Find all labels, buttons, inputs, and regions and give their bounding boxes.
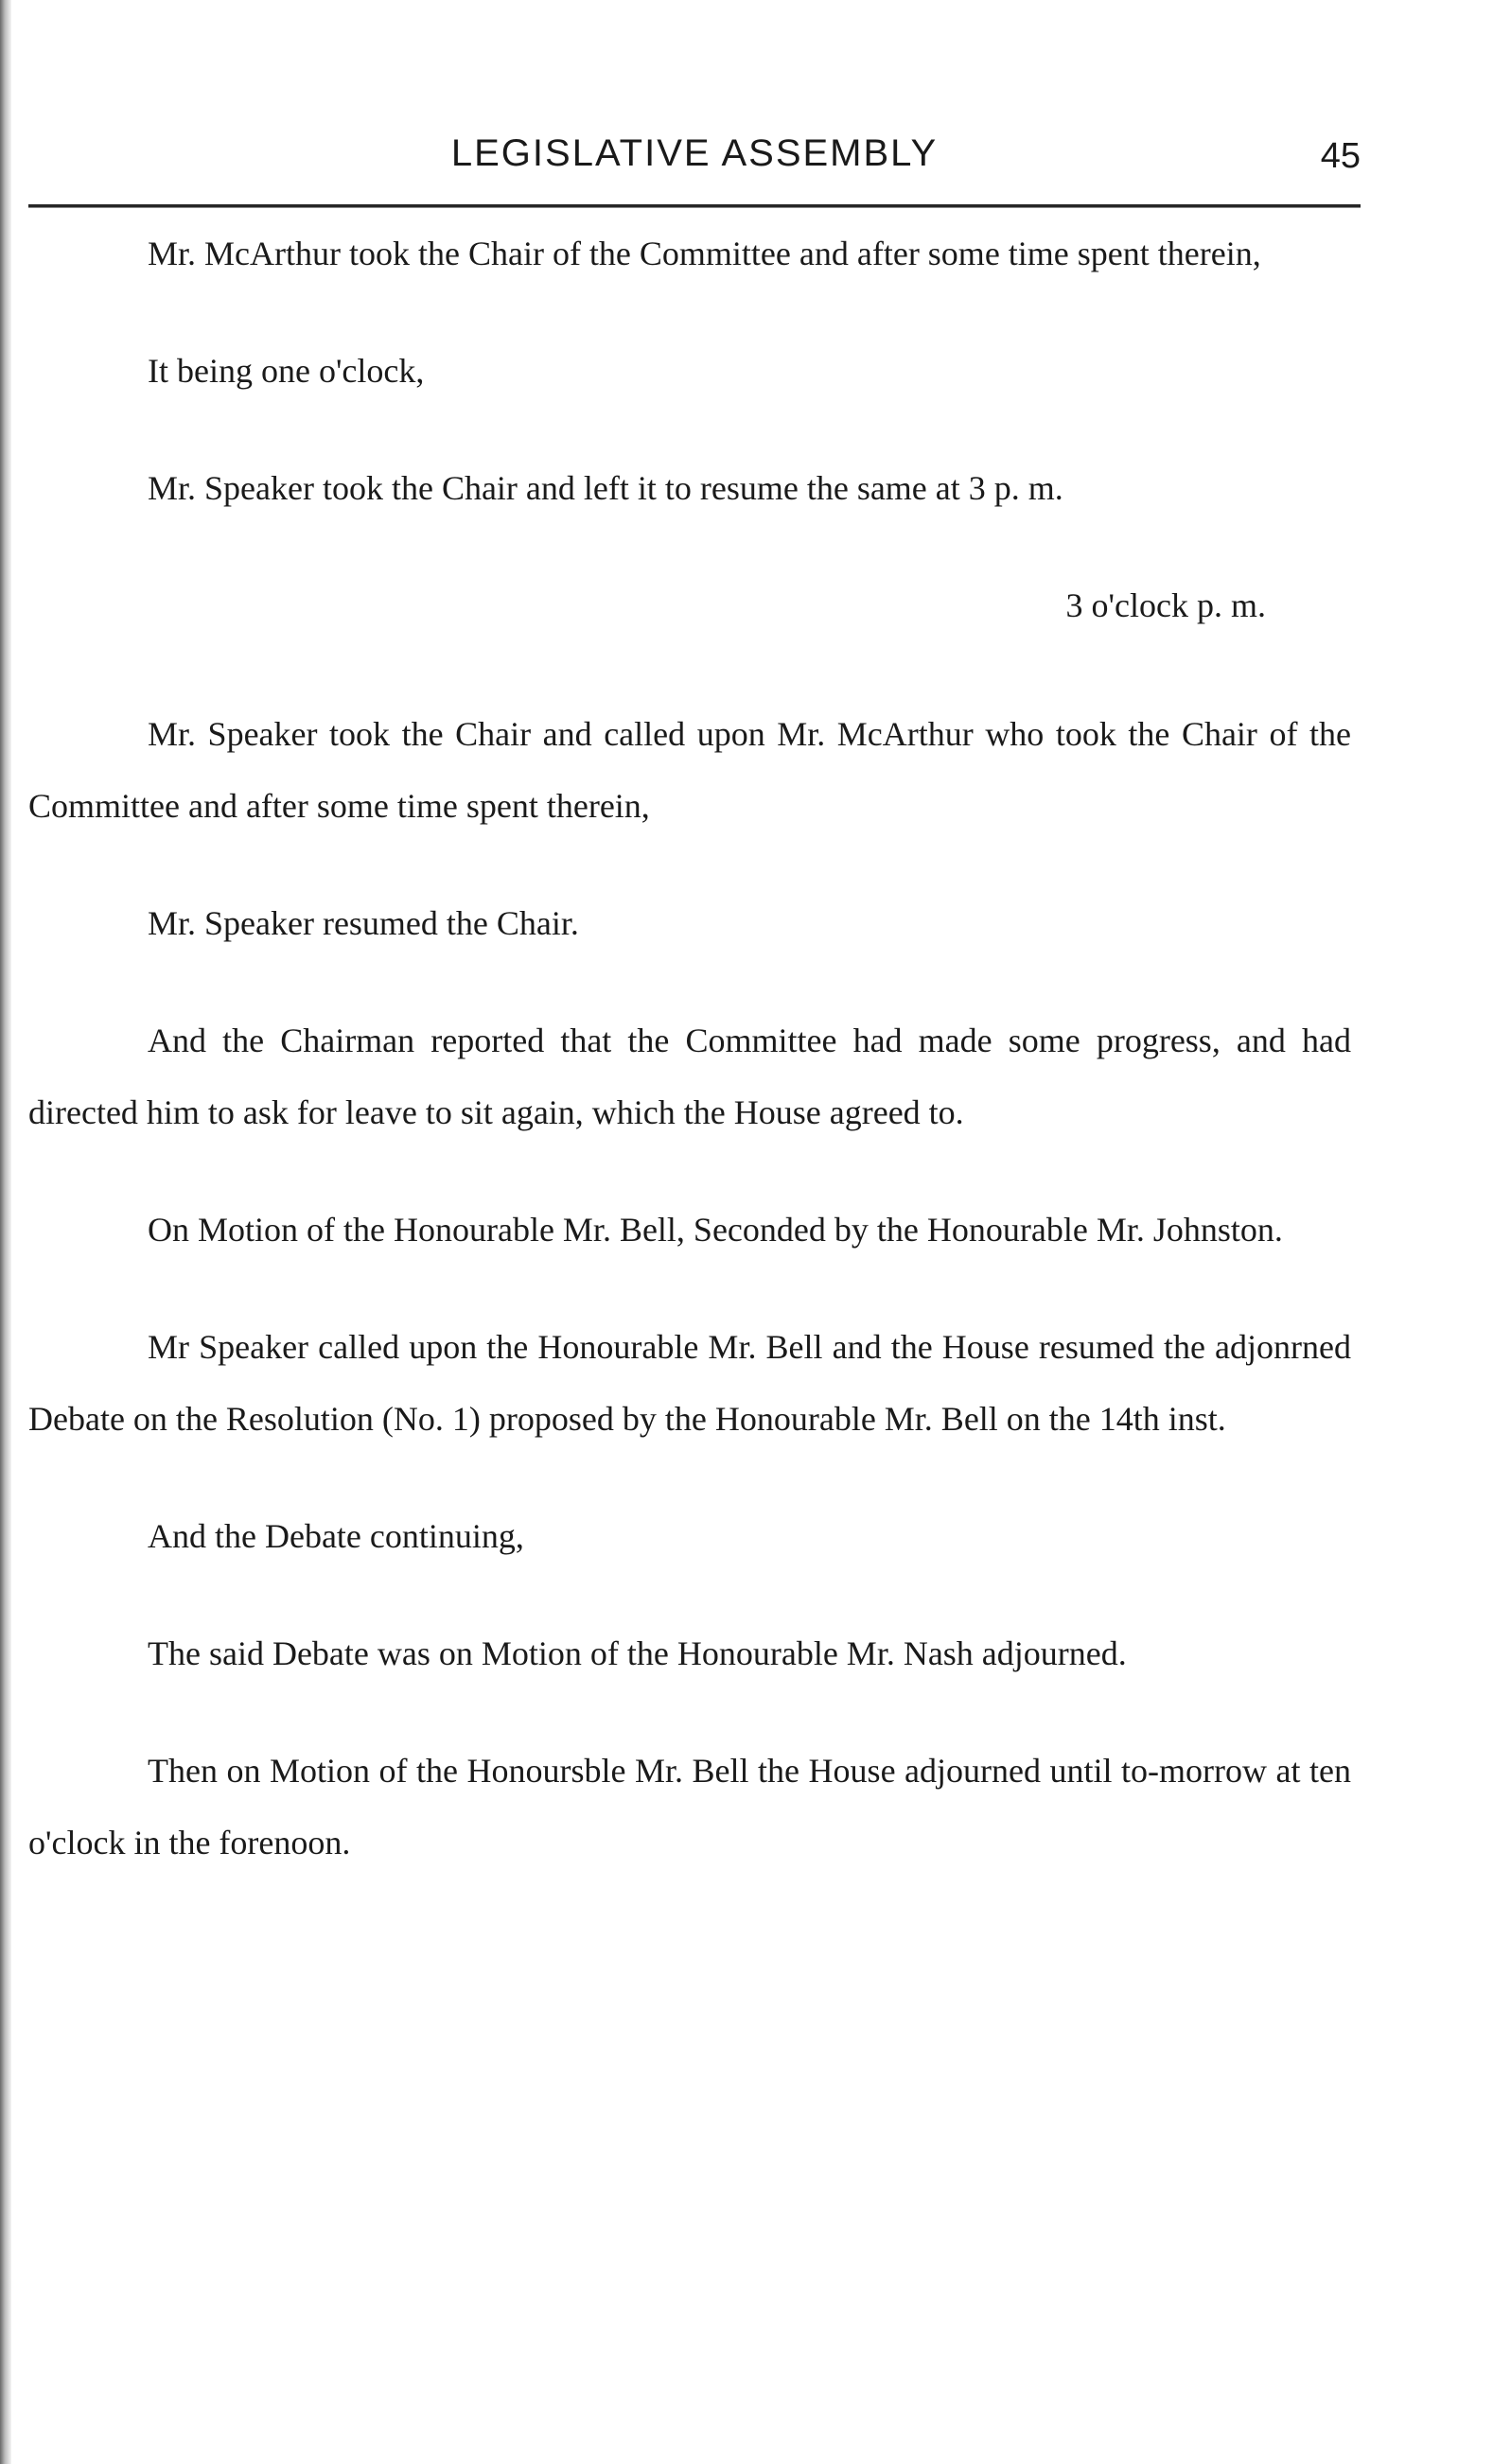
paragraph-motion-bell: On Motion of the Honourable Mr. Bell, Seconded by the Honourable Mr. Johnston.	[148, 1211, 1283, 1249]
page-header	[28, 132, 1361, 189]
paragraph-speaker-called-mcarthur: Mr. Speaker took the Chair and called upon Mr. McArthur who took the Chair of the Committee and after some time spent therein,	[28, 715, 1351, 825]
paragraph-debate-resumed: Mr Speaker called upon the Honourable Mr. Bell and the House resumed the adjonrned Debate on the Resolution (No. 1) proposed by the Honourable Mr. Bell on the 14th inst.	[28, 1328, 1351, 1438]
paragraph-house-adjourned: Then on Motion of the Honoursble Mr. Bell the House adjourned until to-morrow at ten o'clock in the forenoon.	[28, 1752, 1351, 1861]
time-heading: 3 o'clock p. m.	[1065, 586, 1266, 624]
page-body	[28, 218, 1351, 1879]
paragraph-speaker-resumed: Mr. Speaker resumed the Chair.	[148, 904, 579, 942]
paragraph-speaker-left-chair: Mr. Speaker took the Chair and left it to resume the same at 3 p. m.	[148, 469, 1063, 507]
page-edge-shadow	[0, 0, 11, 2464]
header-rule	[28, 204, 1361, 208]
paragraph-debate-adjourned: The said Debate was on Motion of the Honourable Mr. Nash adjourned.	[148, 1634, 1127, 1672]
paragraph-debate-continuing: And the Debate continuing,	[148, 1517, 524, 1555]
running-head: LEGISLATIVE ASSEMBLY	[450, 132, 939, 174]
paragraph-chairman-reported: And the Chairman reported that the Committee had made some progress, and had directed him to ask for leave to sit again, which the House agreed to.	[28, 1022, 1351, 1131]
page-number: 45	[1320, 136, 1361, 176]
paragraph-one-oclock: It being one o'clock,	[148, 352, 425, 390]
paragraph-chair-committee: Mr. McArthur took the Chair of the Committee and after some time spent therein,	[148, 235, 1261, 272]
